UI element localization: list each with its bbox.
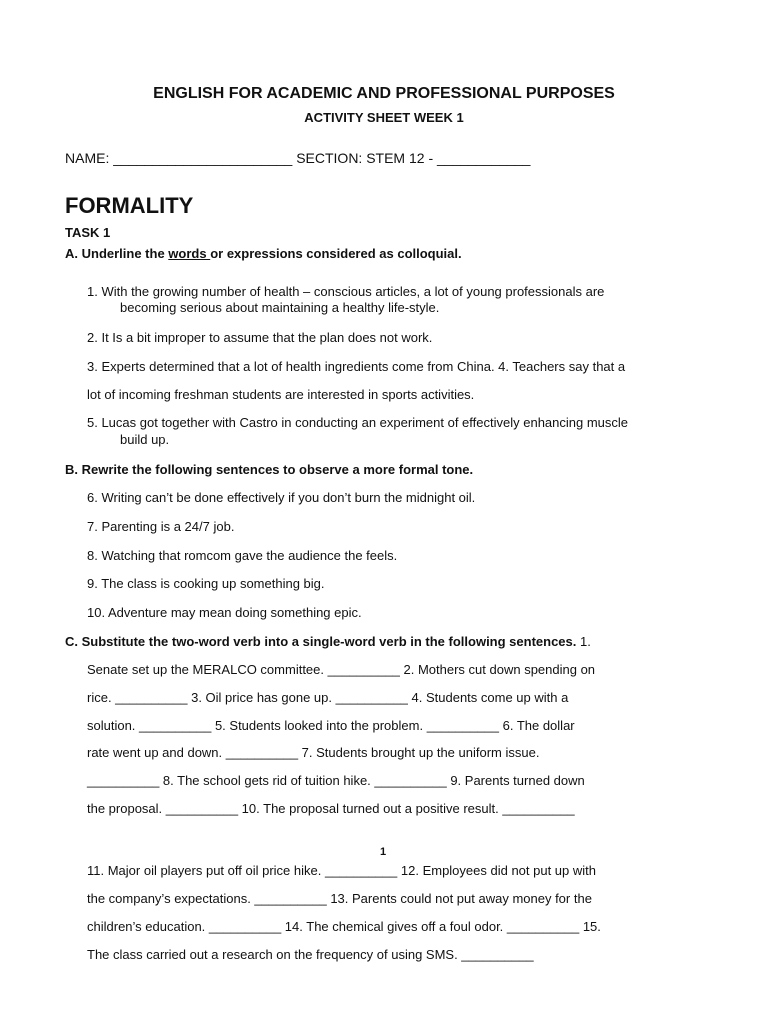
part-c-heading-line bbox=[65, 634, 591, 649]
part-c-cont-line: The class carried out a research on the frequency of using SMS. __________ bbox=[87, 947, 534, 962]
part-a-heading-post: or expressions considered as colloquial. bbox=[210, 246, 462, 261]
item-9: 9. The class is cooking up something big. bbox=[87, 576, 325, 591]
name-section-line: NAME: _______________________ SECTION: STEM 12 - ____________ bbox=[65, 150, 531, 166]
item-10: 10. Adventure may mean doing something epic. bbox=[87, 605, 362, 620]
section-title: FORMALITY bbox=[65, 193, 194, 218]
item-5-line-1: 5. Lucas got together with Castro in conducting an experiment of effectively enhancing muscle bbox=[87, 415, 629, 430]
document-title: ENGLISH FOR ACADEMIC AND PROFESSIONAL PURPOSES bbox=[153, 85, 615, 102]
item-2: 2. It Is a bit improper to assume that the plan does not work. bbox=[87, 330, 433, 345]
part-b-heading: B. Rewrite the following sentences to observe a more formal tone. bbox=[65, 462, 474, 477]
item-3-line-1: 3. Experts determined that a lot of health ingredients come from China. 4. Teachers say that a bbox=[87, 359, 626, 374]
part-c-heading-tail: 1. bbox=[576, 634, 591, 649]
part-c-line: solution. __________ 5. Students looked into the problem. __________ 6. The dollar bbox=[87, 718, 575, 733]
part-a-heading bbox=[65, 246, 462, 261]
part-c-line: rate went up and down. __________ 7. Students brought up the uniform issue. bbox=[87, 745, 540, 760]
item-6: 6. Writing can’t be done effectively if you don’t burn the midnight oil. bbox=[87, 490, 476, 505]
item-8: 8. Watching that romcom gave the audience the feels. bbox=[87, 548, 398, 563]
part-c-heading: C. Substitute the two-word verb into a single-word verb in the following sentences. bbox=[65, 634, 577, 649]
task-label: TASK 1 bbox=[65, 225, 111, 240]
item-3-line-2: lot of incoming freshman students are interested in sports activities. bbox=[87, 387, 475, 402]
part-c-cont-line: children’s education. __________ 14. The chemical gives off a foul odor. __________ 15. bbox=[87, 919, 601, 934]
item-5-line-2: build up. bbox=[120, 432, 170, 447]
document-subtitle: ACTIVITY SHEET WEEK 1 bbox=[304, 110, 464, 125]
part-c-line: the proposal. __________ 10. The proposal turned out a positive result. __________ bbox=[87, 801, 575, 816]
item-7: 7. Parenting is a 24/7 job. bbox=[87, 519, 235, 534]
part-c-line: rice. __________ 3. Oil price has gone up. __________ 4. Students come up with a bbox=[87, 690, 569, 705]
part-a-heading-pre: A. Underline the bbox=[65, 246, 169, 261]
part-c-line: Senate set up the MERALCO committee. __________ 2. Mothers cut down spending on bbox=[87, 662, 596, 677]
part-c-cont-line: 11. Major oil players put off oil price hike. __________ 12. Employees did not put up with bbox=[87, 863, 596, 878]
part-c-line: __________ 8. The school gets rid of tuition hike. __________ 9. Parents turned down bbox=[87, 773, 585, 788]
part-c-cont-line: the company’s expectations. __________ 13. Parents could not put away money for the bbox=[87, 891, 592, 906]
item-1-line-1: 1. With the growing number of health – conscious articles, a lot of young professionals are bbox=[87, 284, 605, 299]
item-1-line-2: becoming serious about maintaining a healthy life-style. bbox=[120, 300, 440, 315]
part-a-heading-underlined: words bbox=[168, 246, 211, 261]
page-number: 1 bbox=[380, 846, 387, 858]
